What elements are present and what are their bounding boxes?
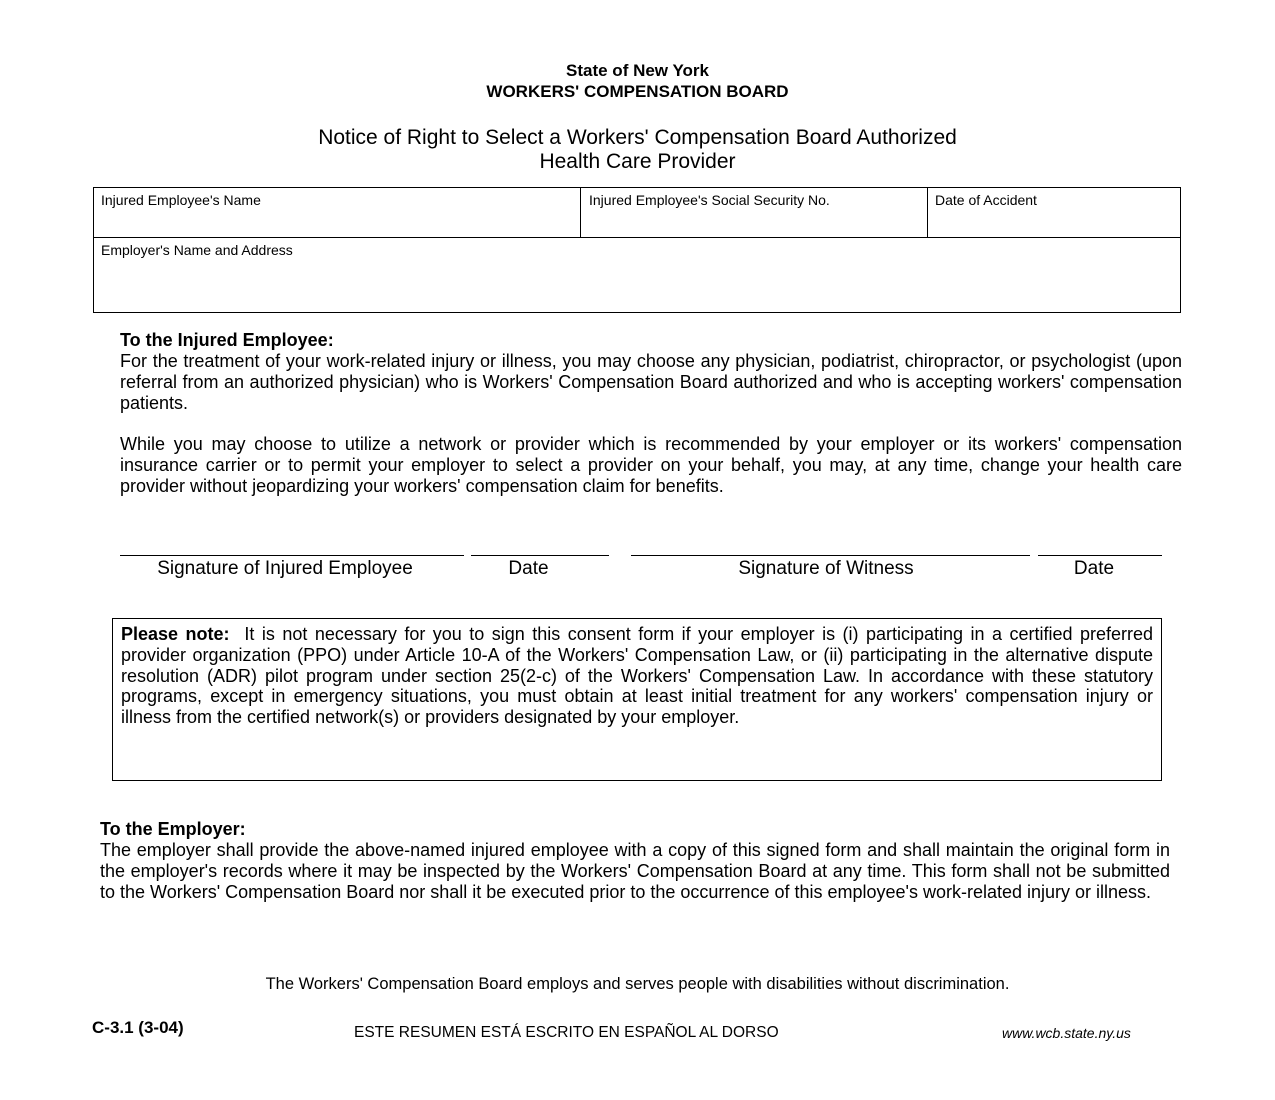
ssn-field[interactable] xyxy=(580,187,928,238)
nondiscrimination-statement: The Workers' Compensation Board employs and serves people with disabilities without discrimination. xyxy=(265,975,1010,993)
note-label: Please note: xyxy=(121,624,230,644)
employee-signature-label: Signature of Injured Employee xyxy=(157,558,413,579)
employee-signature-line[interactable] xyxy=(120,555,464,556)
employer-section-heading: To the Employer: xyxy=(100,819,246,839)
note-box xyxy=(112,618,1162,781)
witness-signature-label: Signature of Witness xyxy=(738,558,914,579)
form-title-line1: Notice of Right to Select a Workers' Compensation Board Authorized xyxy=(318,126,957,149)
employee-paragraph-1: For the treatment of your work-related injury or illness, you may choose any physician, podiatrist, chiropractor, or psychologist (upon referral from an authorized physician) who is Workers' Compensation Board authorized and who is accepting workers' compensation patients. xyxy=(120,351,1182,413)
spanish-notice: ESTE RESUMEN ESTÁ ESCRITO EN ESPAÑOL AL DORSO xyxy=(354,1024,779,1041)
employer-paragraph: The employer shall provide the above-named injured employee with a copy of this signed form and shall maintain the original form in the employer's records where it may be inspected by the Workers' Compensation Board at any time. This form shall not be submitted to the Workers' Compensation Board nor shall it be executed prior to the occurrence of this employee's work-related injury or illness. xyxy=(100,840,1170,902)
ssn-label: Injured Employee's Social Security No. xyxy=(589,192,830,208)
form-id: C-3.1 (3-04) xyxy=(92,1018,184,1037)
witness-date-label: Date xyxy=(1073,558,1115,579)
employee-name-label: Injured Employee's Name xyxy=(101,192,261,208)
form-title-line2: Health Care Provider xyxy=(539,150,736,173)
employee-section-heading: To the Injured Employee: xyxy=(120,330,334,350)
witness-date-line[interactable] xyxy=(1038,555,1162,556)
accident-date-field[interactable] xyxy=(927,187,1181,238)
employee-date-line[interactable] xyxy=(471,555,609,556)
accident-date-label: Date of Accident xyxy=(935,192,1037,208)
employee-name-field[interactable] xyxy=(93,187,581,238)
employer-field[interactable] xyxy=(93,237,1181,313)
employee-date-label: Date xyxy=(508,558,549,579)
note-text-block xyxy=(121,624,1153,728)
employer-label: Employer's Name and Address xyxy=(101,242,293,258)
note-text: It is not necessary for you to sign this consent form if your employer is (i) participating in a certified preferred provider organization (PPO) under Article 10-A of the Workers' Compensation Law, or (ii) participating in the alternative dispute resolution (ADR) pilot program under section 25(2-c) of the Workers' Compensation Law. In accordance with these statutory programs, except in emergency situations, you must obtain at least initial treatment for any workers' compensation injury or illness from the certified network(s) or providers designated by your employer. xyxy=(121,624,1153,728)
website-link[interactable]: www.wcb.state.ny.us xyxy=(1002,1025,1131,1041)
state-title: State of New York xyxy=(566,61,709,80)
witness-signature-line[interactable] xyxy=(631,555,1030,556)
employee-paragraph-2: While you may choose to utilize a network or provider which is recommended by your employer or its workers' compensation insurance carrier or to permit your employer to select a provider on your behalf, you may, at any time, change your health care provider without jeopardizing your workers' compensation claim for benefits. xyxy=(120,434,1182,496)
board-title: WORKERS' COMPENSATION BOARD xyxy=(486,82,789,101)
